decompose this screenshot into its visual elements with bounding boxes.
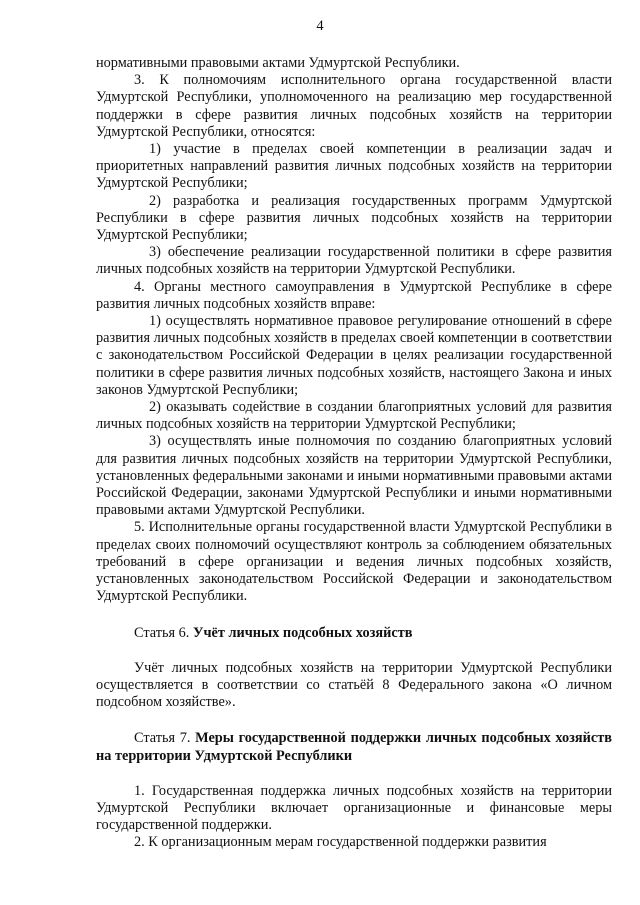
list-item-2: 2) разработка и реализация государственных программ Удмуртской Республики в сфере развития личных подсобных хозяйств на территории Удмуртской Республики; bbox=[96, 192, 612, 244]
paragraph-continuation: нормативными правовыми актами Удмуртской Республики. bbox=[96, 55, 460, 71]
article-6-heading bbox=[96, 625, 612, 642]
list-item-3: 3) осуществлять иные полномочия по созданию благоприятных условий для развития личных подсобных хозяйств на территории Удмуртской Республики, установленных федеральными законами и иными нормативными правовыми актами Российской Федерации, законами Удмуртской Республики и иными нормативными правовыми актами Удмуртской Республики. bbox=[96, 433, 612, 519]
article-7-paragraph-2: 2. К организационным мерам государственной поддержки развития bbox=[134, 834, 547, 851]
page-number: 4 bbox=[316, 18, 324, 34]
article-7-paragraph-1: 1. Государственная поддержка личных подсобных хозяйств на территории Удмуртской Республики включает организационные и финансовые меры государственной поддержки. bbox=[96, 782, 612, 834]
paragraph-control: 5. Исполнительные органы государственной власти Удмуртской Республики в пределах своих полномочий осуществляют контроль за соблюдением обязательных требований в сфере организации и ведения личных подсобных хозяйств, установленных законодательством Российской Федерации и законодательством Удмуртской Республики. bbox=[96, 519, 612, 605]
paragraph-local-government: 4. Органы местного самоуправления в Удмуртской Республике в сфере развития личных подсобных хозяйств вправе: bbox=[96, 278, 612, 312]
list-item-1: 1) участие в пределах своей компетенции в реализации задач и приоритетных направлений развития личных подсобных хозяйств на территории Удмуртской Республики; bbox=[96, 141, 612, 192]
list-item-2: 2) оказывать содействие в создании благоприятных условий для развития личных подсобных хозяйств на территории Удмуртской Республики; bbox=[96, 399, 612, 433]
paragraph-authority-powers: 3. К полномочиям исполнительного органа государственной власти Удмуртской Республики, уполномоченного на реализацию мер государственной поддержки в сфере развития личных подсобных хозяйств на территории Удмуртской Республики, относятся: bbox=[96, 72, 612, 140]
article-6-text: Учёт личных подсобных хозяйств на территории Удмуртской Республики осуществляется в соответствии со статьёй 8 Федерального закона «О личном подсобном хозяйстве». bbox=[96, 659, 612, 711]
article-7-heading bbox=[96, 730, 612, 764]
article-7-title: Меры государственной поддержки личных подсобных хозяйств на территории Удмуртской Республики bbox=[96, 730, 612, 764]
article-6-prefix: Статья 6. bbox=[134, 624, 193, 641]
list-item-3: 3) обеспечение реализации государственной политики в сфере развития личных подсобных хозяйств на территории Удмуртской Республики. bbox=[96, 244, 612, 278]
list-item-1: 1) осуществлять нормативное правовое регулирование отношений в сфере развития личных подсобных хозяйств в пределах своей компетенции в соответствии с законодательством Российской Федерации в целях реализации государственной политики в сфере развития личных подсобных хозяйств, настоящего Закона и иных законов Удмуртской Республики; bbox=[96, 313, 612, 398]
article-6-title: Учёт личных подсобных хозяйств bbox=[192, 624, 413, 641]
article-7-prefix: Статья 7. bbox=[134, 730, 196, 747]
document-body bbox=[96, 55, 612, 852]
